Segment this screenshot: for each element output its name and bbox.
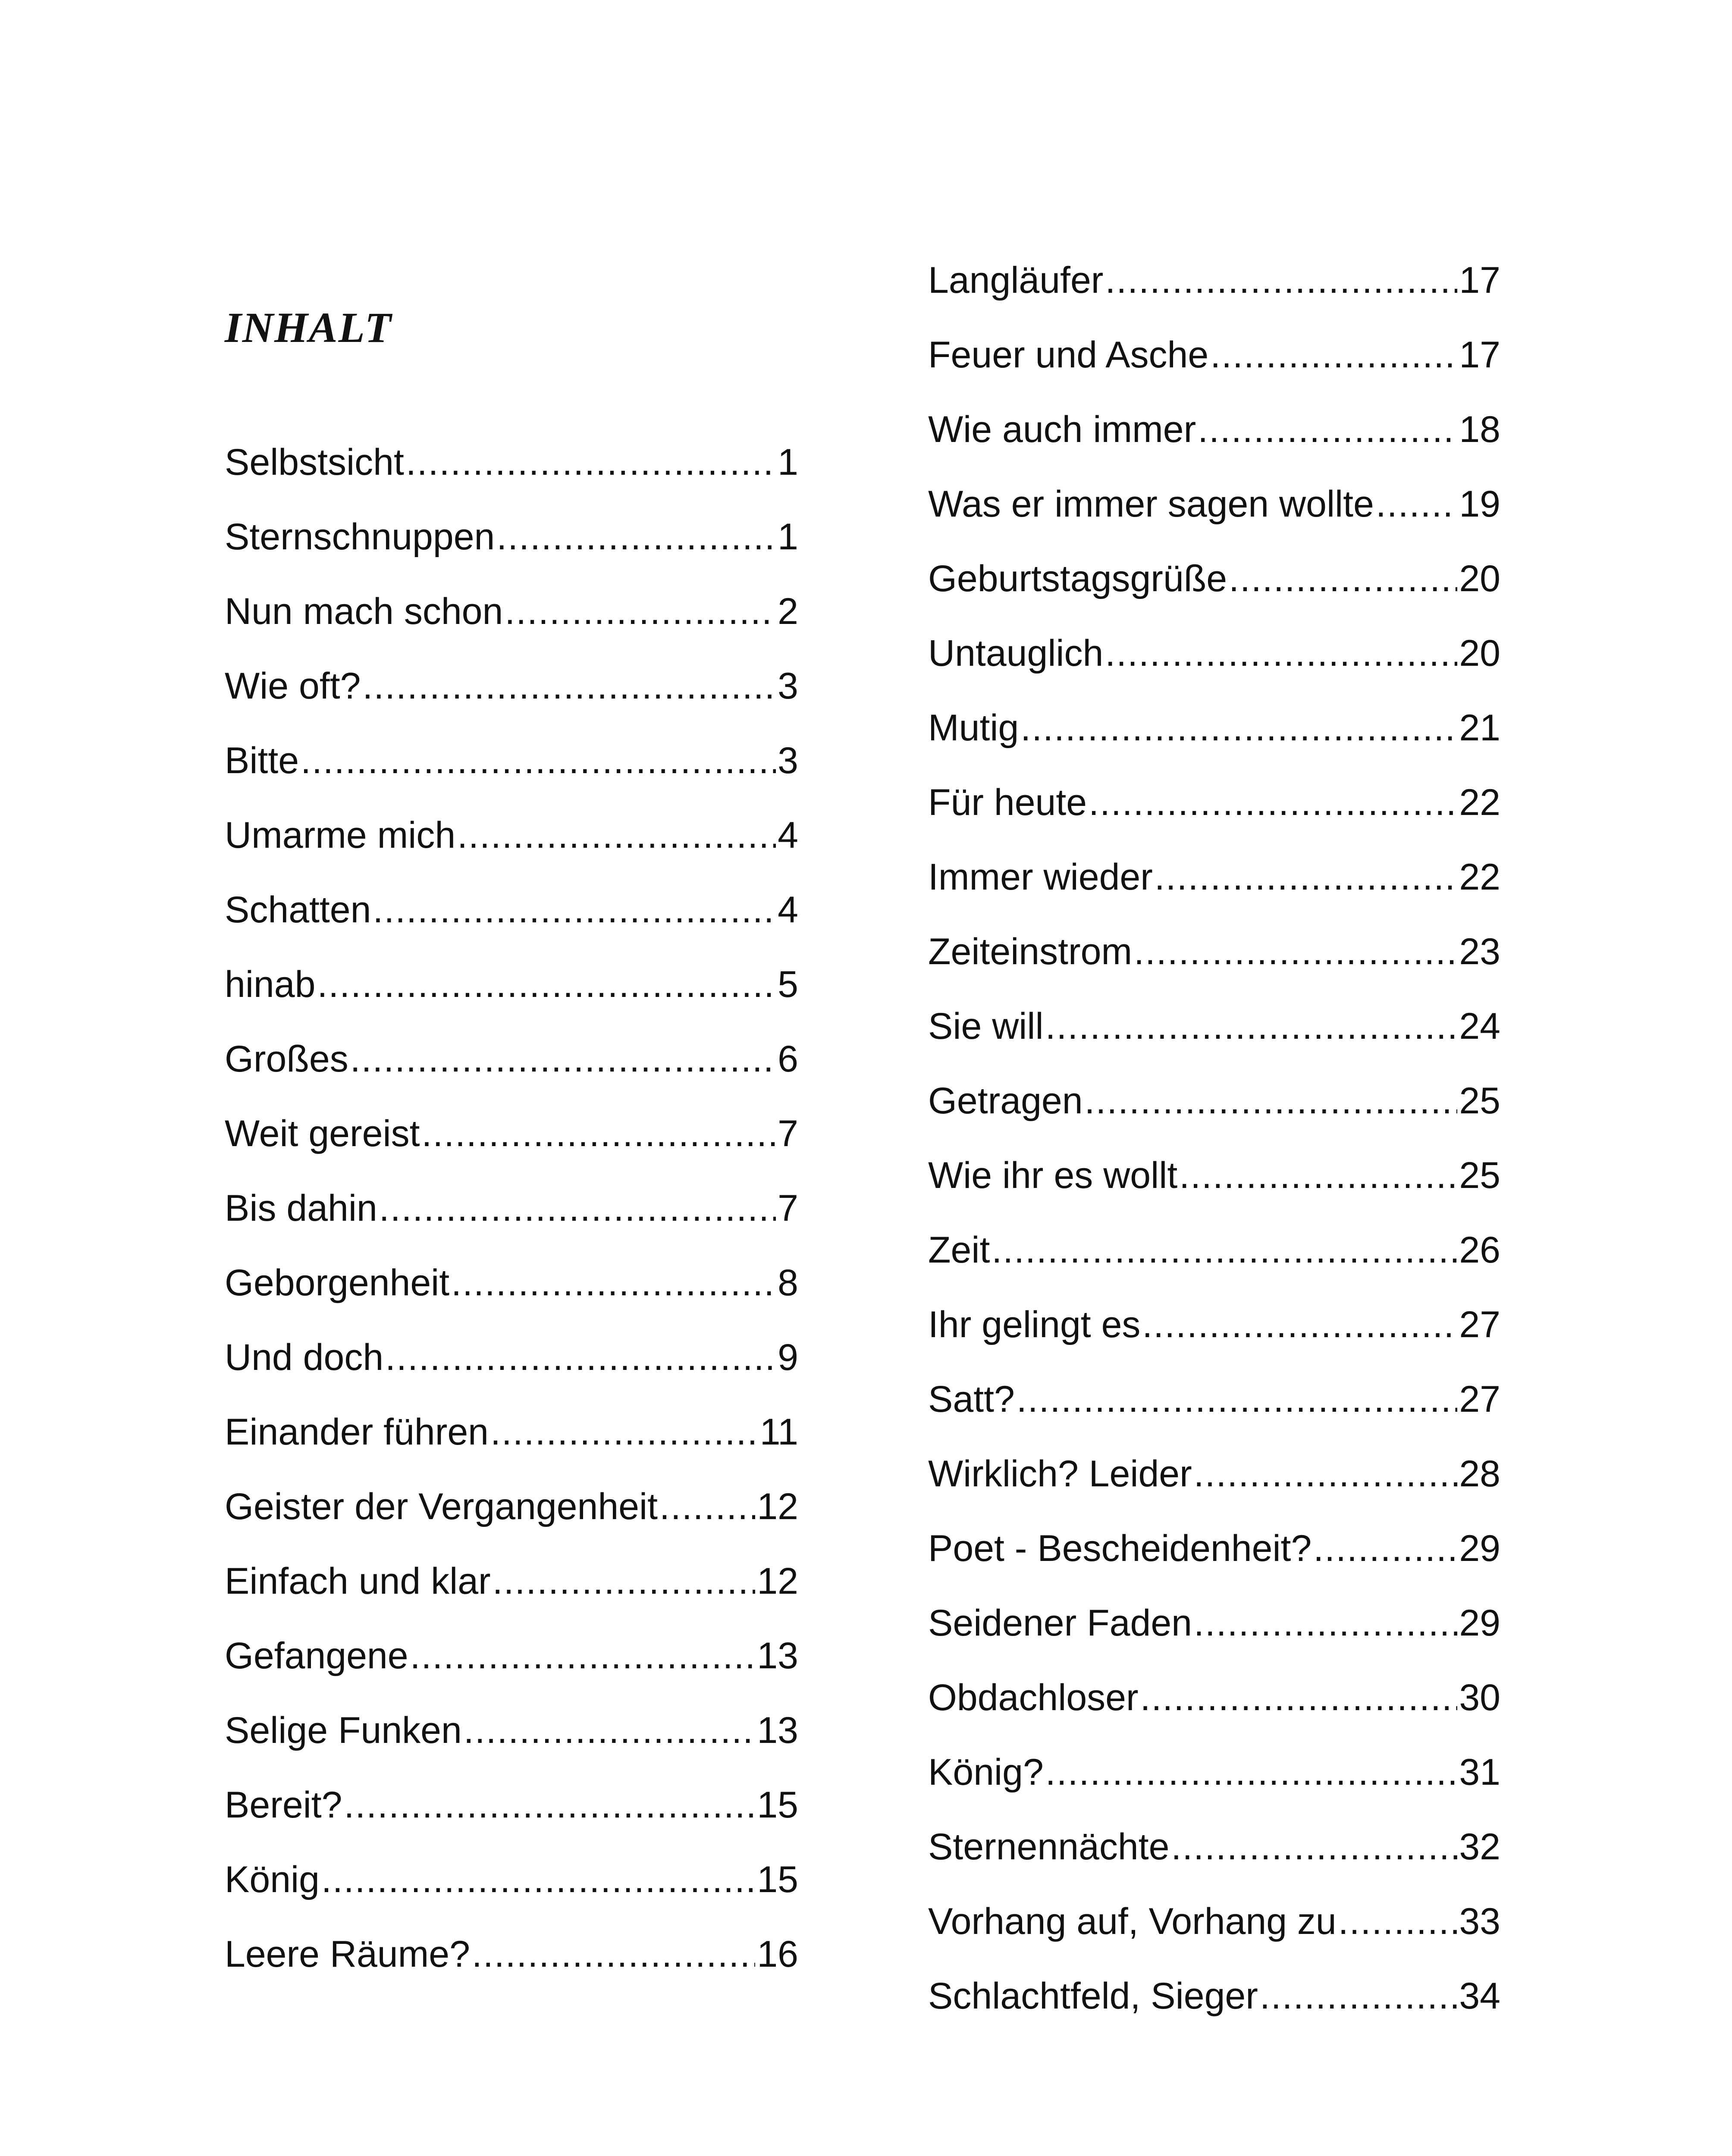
- toc-column-right: [928, 254, 1500, 2045]
- toc-entry: [928, 329, 1500, 404]
- toc-dot-leader: [1198, 404, 1457, 455]
- toc-entry: [225, 959, 798, 1033]
- toc-dot-leader: [406, 436, 776, 488]
- toc-entry-title: Selbstsicht: [225, 442, 404, 483]
- toc-column-left: [225, 436, 798, 2003]
- toc-dot-leader: [1089, 777, 1457, 828]
- toc-dot-leader: [457, 809, 776, 861]
- toc-entry-title: Zeiteinstrom: [928, 931, 1133, 972]
- toc-entry-title: Zeit: [928, 1229, 990, 1271]
- toc-entry-title: Geister der Vergangenheit: [225, 1486, 658, 1527]
- toc-entry-title: Gefangene: [225, 1635, 408, 1677]
- toc-dot-leader: [1179, 1150, 1457, 1201]
- toc-dot-leader: [1229, 553, 1457, 605]
- toc-entry-title: Vorhang auf, Vorhang zu: [928, 1901, 1337, 1942]
- toc-dot-leader: [472, 1928, 755, 1980]
- toc-entry-title: Wirklich? Leider: [928, 1453, 1192, 1495]
- toc-dot-leader: [1313, 1523, 1457, 1574]
- toc-entry-page-number: 33: [1459, 1901, 1500, 1942]
- toc-dot-leader: [362, 660, 776, 712]
- toc-entry-title: Und doch: [225, 1337, 384, 1378]
- toc-entry-title: Seidener Faden: [928, 1602, 1192, 1644]
- toc-entry: [928, 1075, 1500, 1150]
- toc-entry-title: König: [225, 1859, 320, 1900]
- toc-dot-leader: [350, 1033, 776, 1085]
- toc-entry-title: Sie will: [928, 1006, 1044, 1047]
- toc-dot-leader: [321, 1854, 755, 1905]
- toc-entry: [928, 1821, 1500, 1896]
- toc-entry-title: Nun mach schon: [225, 591, 503, 632]
- toc-entry: [225, 1108, 798, 1182]
- toc-entry: [225, 809, 798, 884]
- toc-entry-page-number: 15: [757, 1859, 798, 1900]
- toc-dot-leader: [410, 1630, 756, 1682]
- toc-dot-leader: [1210, 329, 1457, 381]
- toc-entry-page-number: 18: [1459, 409, 1500, 450]
- toc-entry: [225, 1555, 798, 1630]
- toc-entry: [928, 1299, 1500, 1373]
- toc-entry: [928, 926, 1500, 1000]
- toc-entry-page-number: 31: [1459, 1752, 1500, 1793]
- toc-entry-page-number: 3: [778, 665, 798, 707]
- toc-entry: [225, 1481, 798, 1555]
- toc-entry-title: Geborgenheit: [225, 1262, 450, 1304]
- toc-entry-title: Sternschnuppen: [225, 516, 495, 558]
- toc-entry-page-number: 9: [778, 1337, 798, 1378]
- toc-entry-page-number: 4: [778, 889, 798, 931]
- toc-entry-title: Getragen: [928, 1080, 1083, 1122]
- toc-entry: [225, 1928, 798, 2003]
- toc-entry: [928, 1448, 1500, 1523]
- toc-entry-page-number: 29: [1459, 1528, 1500, 1569]
- toc-entry-page-number: 12: [757, 1561, 798, 1602]
- toc-dot-leader: [1376, 478, 1457, 530]
- toc-dot-leader: [1105, 627, 1457, 679]
- toc-entry: [225, 884, 798, 959]
- toc-entry-page-number: 23: [1459, 931, 1500, 972]
- toc-dot-leader: [1045, 1000, 1458, 1052]
- toc-entry-page-number: 25: [1459, 1080, 1500, 1122]
- toc-entry-page-number: 25: [1459, 1155, 1500, 1196]
- toc-dot-leader: [659, 1481, 755, 1532]
- toc-entry: [928, 627, 1500, 702]
- toc-dot-leader: [1171, 1821, 1457, 1873]
- toc-entry-page-number: 11: [759, 1411, 798, 1453]
- toc-entry-page-number: 1: [778, 442, 798, 483]
- toc-entry: [928, 1224, 1500, 1299]
- toc-entry: [225, 1257, 798, 1332]
- toc-entry-page-number: 32: [1459, 1826, 1500, 1868]
- toc-dot-leader: [1140, 1672, 1458, 1724]
- toc-entry-title: Poet - Bescheidenheit?: [928, 1528, 1312, 1569]
- toc-entry-page-number: 7: [778, 1188, 798, 1229]
- toc-entry: [928, 1970, 1500, 2045]
- toc-dot-leader: [1194, 1597, 1457, 1649]
- toc-entry-title: Umarme mich: [225, 815, 456, 856]
- toc-entry-title: Leere Räume?: [225, 1934, 470, 1975]
- toc-entry-title: Selige Funken: [225, 1710, 462, 1751]
- toc-dot-leader: [317, 959, 776, 1010]
- toc-entry-page-number: 7: [778, 1113, 798, 1154]
- toc-entry-title: Feuer und Asche: [928, 334, 1209, 376]
- toc-entry: [928, 404, 1500, 478]
- toc-entry: [225, 511, 798, 586]
- toc-entry-page-number: 4: [778, 815, 798, 856]
- toc-entry-page-number: 20: [1459, 558, 1500, 599]
- toc-entry: [225, 1332, 798, 1406]
- toc-dot-leader: [1194, 1448, 1458, 1500]
- toc-dot-leader: [1020, 702, 1457, 754]
- toc-entry-page-number: 3: [778, 740, 798, 781]
- toc-dot-leader: [379, 1182, 776, 1234]
- toc-entry-page-number: 27: [1459, 1379, 1500, 1420]
- toc-entry-title: Wie auch immer: [928, 409, 1196, 450]
- toc-entry: [225, 1779, 798, 1854]
- page-title: INHALT: [225, 304, 392, 351]
- toc-dot-leader: [421, 1108, 776, 1159]
- toc-dot-leader: [496, 511, 776, 563]
- toc-entry-page-number: 30: [1459, 1677, 1500, 1718]
- toc-entry-page-number: 16: [757, 1934, 798, 1975]
- toc-entry-page-number: 24: [1459, 1006, 1500, 1047]
- toc-entry: [225, 586, 798, 660]
- toc-entry-page-number: 2: [778, 591, 798, 632]
- toc-dot-leader: [505, 586, 776, 637]
- toc-entry: [928, 1896, 1500, 1970]
- toc-entry-title: Bis dahin: [225, 1188, 377, 1229]
- toc-entry-title: Schlachtfeld, Sieger: [928, 1975, 1258, 2017]
- toc-entry-title: Weit gereist: [225, 1113, 420, 1154]
- toc-entry: [928, 1523, 1500, 1597]
- toc-entry-page-number: 1: [778, 516, 798, 558]
- toc-entry-page-number: 17: [1459, 334, 1500, 376]
- toc-entry-title: Obdachloser: [928, 1677, 1139, 1718]
- toc-entry-page-number: 34: [1459, 1975, 1500, 2017]
- toc-entry-page-number: 12: [757, 1486, 798, 1527]
- toc-entry: [225, 1630, 798, 1705]
- toc-entry-page-number: 8: [778, 1262, 798, 1304]
- toc-entry-title: Untauglich: [928, 633, 1104, 674]
- toc-entry-title: Einander führen: [225, 1411, 489, 1453]
- toc-entry-title: Bitte: [225, 740, 299, 781]
- toc-entry-title: hinab: [225, 964, 316, 1005]
- toc-entry-title: Sternennächte: [928, 1826, 1170, 1868]
- toc-entry: [225, 436, 798, 511]
- toc-entry-page-number: 21: [1459, 707, 1500, 749]
- toc-entry-page-number: 22: [1459, 856, 1500, 898]
- toc-entry-title: Was er immer sagen wollte: [928, 483, 1374, 525]
- toc-entry-title: Wie oft?: [225, 665, 361, 707]
- toc-entry-page-number: 29: [1459, 1602, 1500, 1644]
- toc-entry-page-number: 28: [1459, 1453, 1500, 1495]
- toc-entry-page-number: 5: [778, 964, 798, 1005]
- toc-dot-leader: [1134, 926, 1457, 978]
- toc-entry: [928, 851, 1500, 926]
- toc-entry-title: Geburtstagsgrüße: [928, 558, 1227, 599]
- toc-entry-title: König?: [928, 1752, 1044, 1793]
- toc-entry: [928, 777, 1500, 851]
- toc-entry-title: Mutig: [928, 707, 1019, 749]
- toc-dot-leader: [1155, 851, 1457, 903]
- toc-entry: [928, 702, 1500, 777]
- toc-dot-leader: [301, 735, 776, 787]
- toc-dot-leader: [1085, 1075, 1458, 1127]
- toc-dot-leader: [1338, 1896, 1458, 1947]
- toc-entry: [225, 1705, 798, 1779]
- toc-entry-page-number: 17: [1459, 260, 1500, 301]
- toc-entry: [225, 1406, 798, 1481]
- toc-dot-leader: [1017, 1373, 1458, 1425]
- toc-entry-page-number: 20: [1459, 633, 1500, 674]
- toc-entry-page-number: 27: [1459, 1304, 1500, 1345]
- toc-dot-leader: [1045, 1746, 1458, 1798]
- toc-entry: [928, 1000, 1500, 1075]
- toc-entry-title: Langläufer: [928, 260, 1104, 301]
- toc-entry: [225, 1033, 798, 1108]
- toc-entry-title: Ihr gelingt es: [928, 1304, 1141, 1345]
- toc-entry: [928, 1746, 1500, 1821]
- toc-dot-leader: [490, 1406, 758, 1458]
- toc-entry-title: Bereit?: [225, 1784, 342, 1826]
- toc-dot-leader: [451, 1257, 776, 1309]
- toc-entry-page-number: 6: [778, 1038, 798, 1080]
- toc-dot-leader: [1105, 254, 1457, 306]
- toc-entry-title: Einfach und klar: [225, 1561, 491, 1602]
- toc-entry: [928, 1672, 1500, 1746]
- toc-entry-title: Satt?: [928, 1379, 1015, 1420]
- toc-entry-page-number: 26: [1459, 1229, 1500, 1271]
- toc-entry-title: Für heute: [928, 782, 1087, 823]
- toc-entry-title: Wie ihr es wollt: [928, 1155, 1178, 1196]
- toc-dot-leader: [385, 1332, 776, 1383]
- toc-dot-leader: [992, 1224, 1457, 1276]
- toc-entry: [928, 1373, 1500, 1448]
- toc-entry: [928, 254, 1500, 329]
- toc-entry-page-number: 13: [757, 1710, 798, 1751]
- toc-entry: [225, 735, 798, 809]
- toc-entry: [225, 660, 798, 735]
- toc-dot-leader: [1260, 1970, 1457, 2022]
- toc-entry: [225, 1182, 798, 1257]
- toc-dot-leader: [373, 884, 776, 936]
- toc-entry-title: Immer wieder: [928, 856, 1153, 898]
- toc-entry-page-number: 19: [1459, 483, 1500, 525]
- toc-entry: [928, 553, 1500, 627]
- toc-entry-page-number: 15: [757, 1784, 798, 1826]
- toc-entry-title: Großes: [225, 1038, 348, 1080]
- toc-entry-page-number: 13: [757, 1635, 798, 1677]
- toc-entry: [928, 1150, 1500, 1224]
- toc-entry-title: Schatten: [225, 889, 371, 931]
- toc-entry: [928, 478, 1500, 553]
- toc-dot-leader: [493, 1555, 756, 1607]
- toc-dot-leader: [1142, 1299, 1457, 1351]
- toc-entry: [928, 1597, 1500, 1672]
- toc-entry-page-number: 22: [1459, 782, 1500, 823]
- toc-entry: [225, 1854, 798, 1928]
- toc-dot-leader: [344, 1779, 756, 1831]
- toc-dot-leader: [464, 1705, 756, 1756]
